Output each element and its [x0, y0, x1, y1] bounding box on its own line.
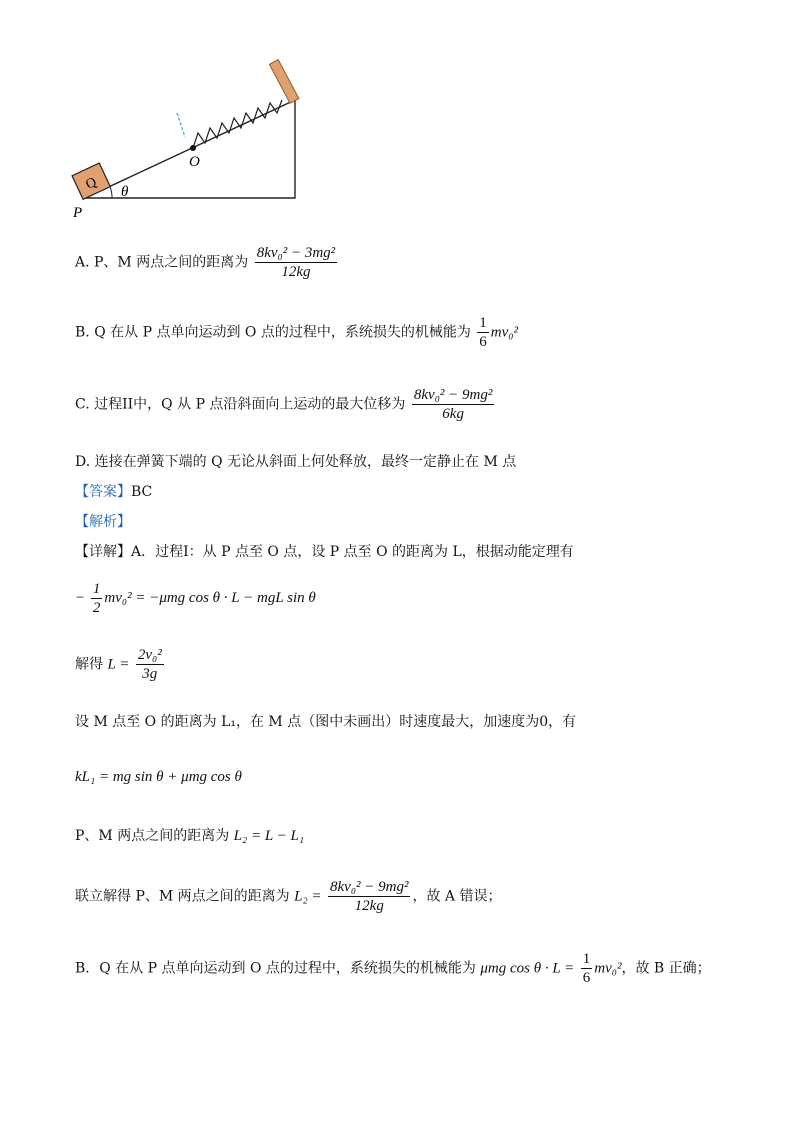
option-c-fraction: $\frac{\text{8kv₀² − 9mg²}}{6kg}$	[413, 387, 493, 422]
label-theta: θ	[121, 184, 129, 200]
option-d: D. 连接在弹簧下端的 Q 无论从斜面上何处释放，最终一定静止在 M 点	[75, 454, 517, 470]
analysis-label: 【解析】	[75, 514, 131, 530]
equation-3: kL₁ = mg sin θ + μmg cos θ	[75, 769, 242, 785]
incline-triangle	[85, 100, 295, 198]
detail-line-4: 联立解得 P、M 两点之间的距离为 L₂ = $\frac{\text{8kv₀² − 9mg²}}{12kg}$ ，故 A 错误；	[75, 879, 502, 914]
detail-line-3: P、M 两点之间的距离为 L₂ = L − L₁	[75, 828, 305, 844]
svg-text:Q: Q	[83, 174, 100, 193]
label-o: O	[189, 154, 200, 170]
detail-line-5: B．Q 在从 P 点单向运动到 O 点的过程中，系统损失的机械能为 μmg cos θ · L = $\frac{1}{6}$ mv₀²，故 B 正确；	[75, 951, 711, 986]
label-p: P	[73, 205, 83, 220]
option-a-fraction: $\frac{\text{8kv₀² − 3mg²}}{12kg}$	[256, 245, 336, 280]
option-c: C. 过程II中，Q 从 P 点沿斜面向上运动的最大位移为 $\frac{\text{8kv₀² − 9mg²}}{6kg}$	[75, 387, 493, 422]
equation-2: 解得 L = $\frac{\text{2v₀²}}{3g}$	[75, 647, 162, 682]
spring	[193, 100, 282, 148]
spring-end-marker	[177, 113, 185, 137]
point-o	[190, 145, 196, 151]
option-a: A. P、M 两点之间的距离为 $\frac{\text{8kv₀² − 3mg²}}{12kg}$	[75, 245, 336, 280]
answer-line: 【答案】BC	[75, 484, 153, 500]
angle-arc	[110, 187, 112, 198]
incline-figure	[60, 55, 310, 220]
option-b: B. Q 在从 P 点单向运动到 O 点的过程中，系统损失的机械能为 $\frac{1}{6}$ mv₀²	[75, 315, 518, 350]
block-q	[72, 163, 110, 199]
wall-plate	[269, 60, 298, 104]
option-b-fraction: $\frac{1}{6}$	[479, 315, 487, 350]
equation-1: − $\frac{1}{2}$ mv₀² = −μmg cos θ · L − mgL sin θ	[75, 581, 316, 616]
detail-line-2: 设 M 点至 O 的距离为 L₁，在 M 点（图中未画出）时速度最大，加速度为0，有	[75, 714, 577, 730]
detail-line-1: 【详解】A．过程I：从 P 点至 O 点，设 P 点至 O 的距离为 L，根据动能定理有	[75, 544, 574, 560]
